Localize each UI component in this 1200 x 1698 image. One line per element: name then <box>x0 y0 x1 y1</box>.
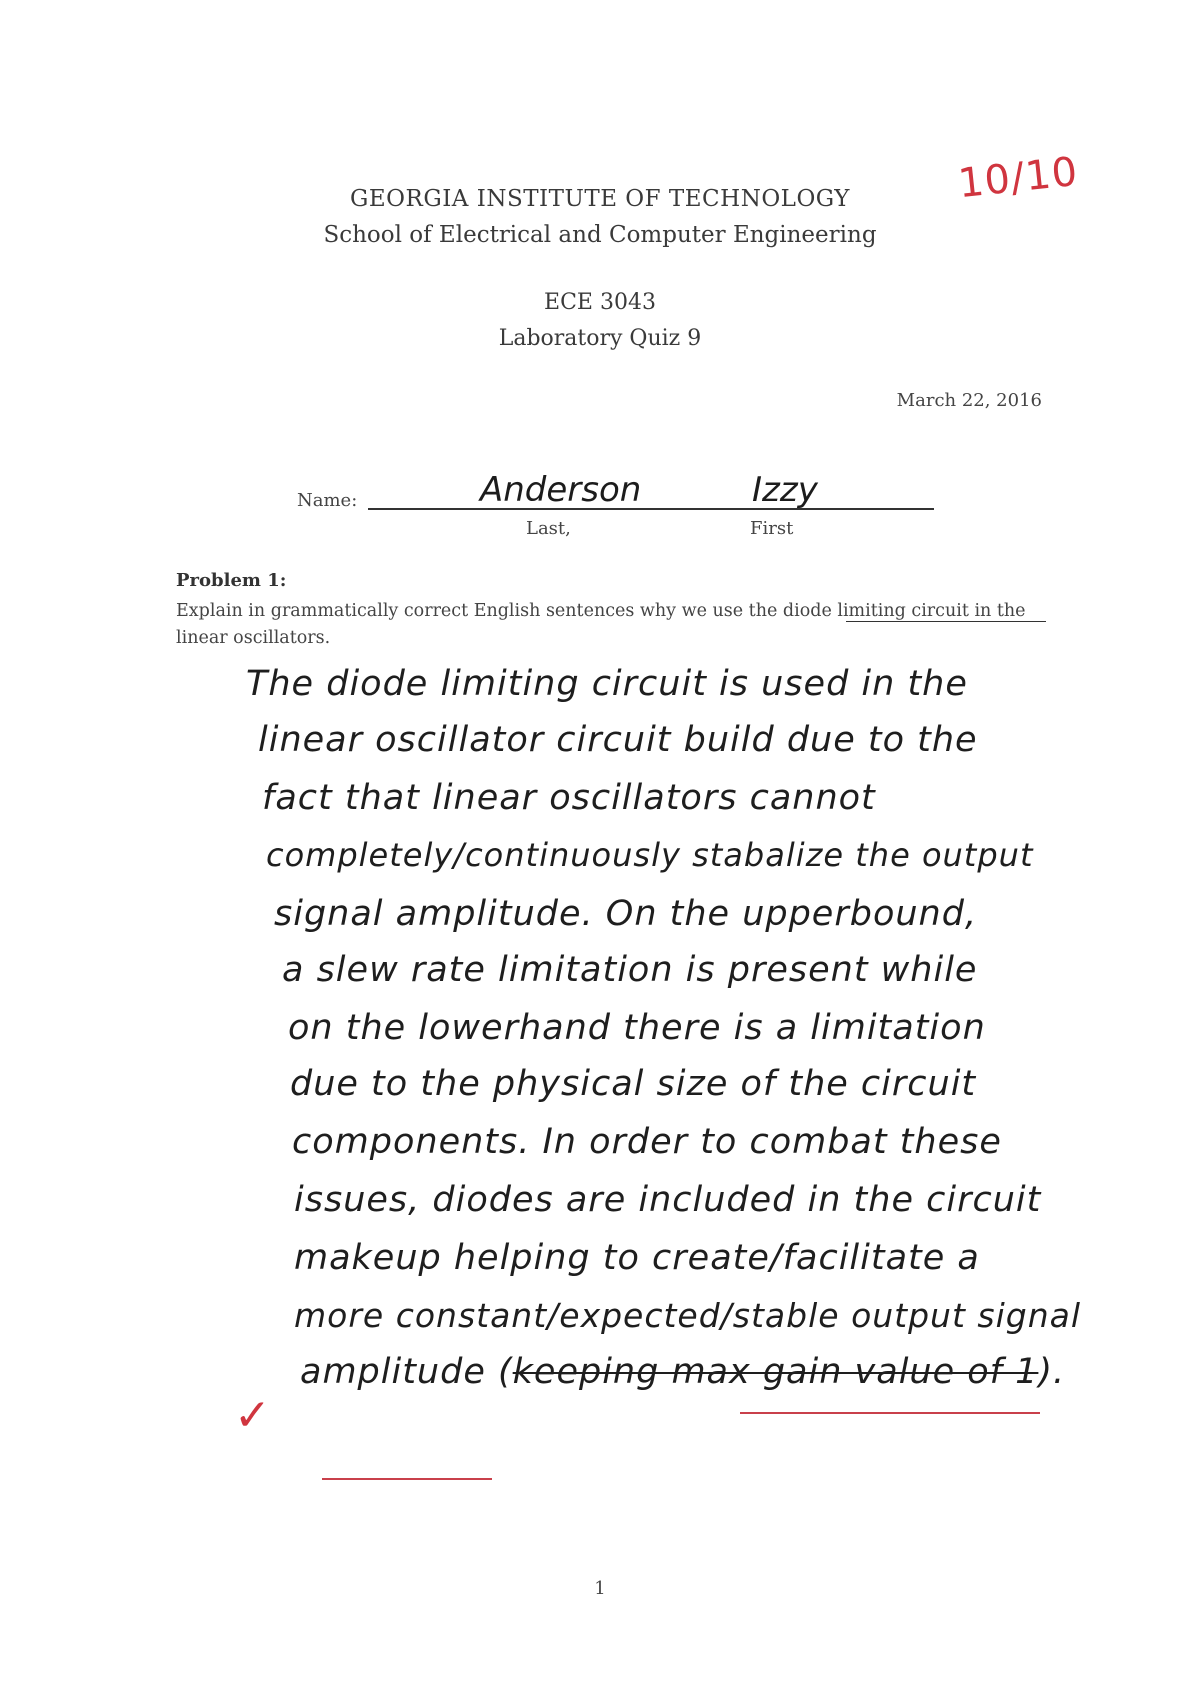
name-label: Name: <box>297 490 358 511</box>
name-line <box>368 508 934 510</box>
course-code: ECE 3043 <box>544 290 656 315</box>
grader-underline <box>740 1412 1040 1414</box>
answer-last-start: amplitude ( <box>300 1352 513 1392</box>
grader-underline <box>322 1478 492 1480</box>
problem-heading: Problem 1: <box>176 570 287 591</box>
school-name: School of Electrical and Computer Engineering <box>323 222 877 248</box>
answer-line: The diode limiting circuit is used in the <box>246 664 968 704</box>
answer-line: on the lowerhand there is a limitation <box>288 1008 986 1048</box>
answer-line: linear oscillator circuit build due to the <box>258 720 978 760</box>
first-name-label: First <box>750 518 794 539</box>
quiz-date: March 22, 2016 <box>896 390 1042 411</box>
answer-struck-text: keeping max gain value of 1 <box>512 1352 1039 1392</box>
answer-line: fact that linear oscillators cannot <box>262 778 876 818</box>
answer-line: completely/continuously stabalize the output <box>266 836 1034 874</box>
answer-line: due to the physical size of the circuit <box>290 1064 977 1104</box>
check-mark-icon: ✓ <box>234 1390 271 1441</box>
grade-mark: 10/10 <box>955 148 1081 208</box>
answer-line: signal amplitude. On the upperbound, <box>274 894 978 934</box>
last-name-label: Last, <box>526 518 571 539</box>
answer-last-end: ). <box>1038 1352 1066 1392</box>
answer-last-line <box>300 1352 1065 1414</box>
answer-line: components. In order to combat these <box>292 1122 1002 1162</box>
last-name-value: Anderson <box>480 470 642 510</box>
page-number: 1 <box>594 1578 606 1599</box>
institution-title: GEORGIA INSTITUTE OF TECHNOLOGY <box>350 186 850 212</box>
answer-line: more constant/expected/stable output signal <box>294 1296 1082 1335</box>
problem-underline <box>846 621 1046 622</box>
first-name-value: Izzy <box>752 470 818 510</box>
answer-line: a slew rate limitation is present while <box>282 950 978 990</box>
answer-line: issues, diodes are included in the circuit <box>294 1180 1042 1220</box>
quiz-title: Laboratory Quiz 9 <box>498 326 702 351</box>
problem-text: Explain in grammatically correct English sentences why we use the diode limiting circuit in the linear oscillators. <box>176 601 1026 648</box>
answer-line: makeup helping to create/facilitate a <box>294 1238 980 1278</box>
